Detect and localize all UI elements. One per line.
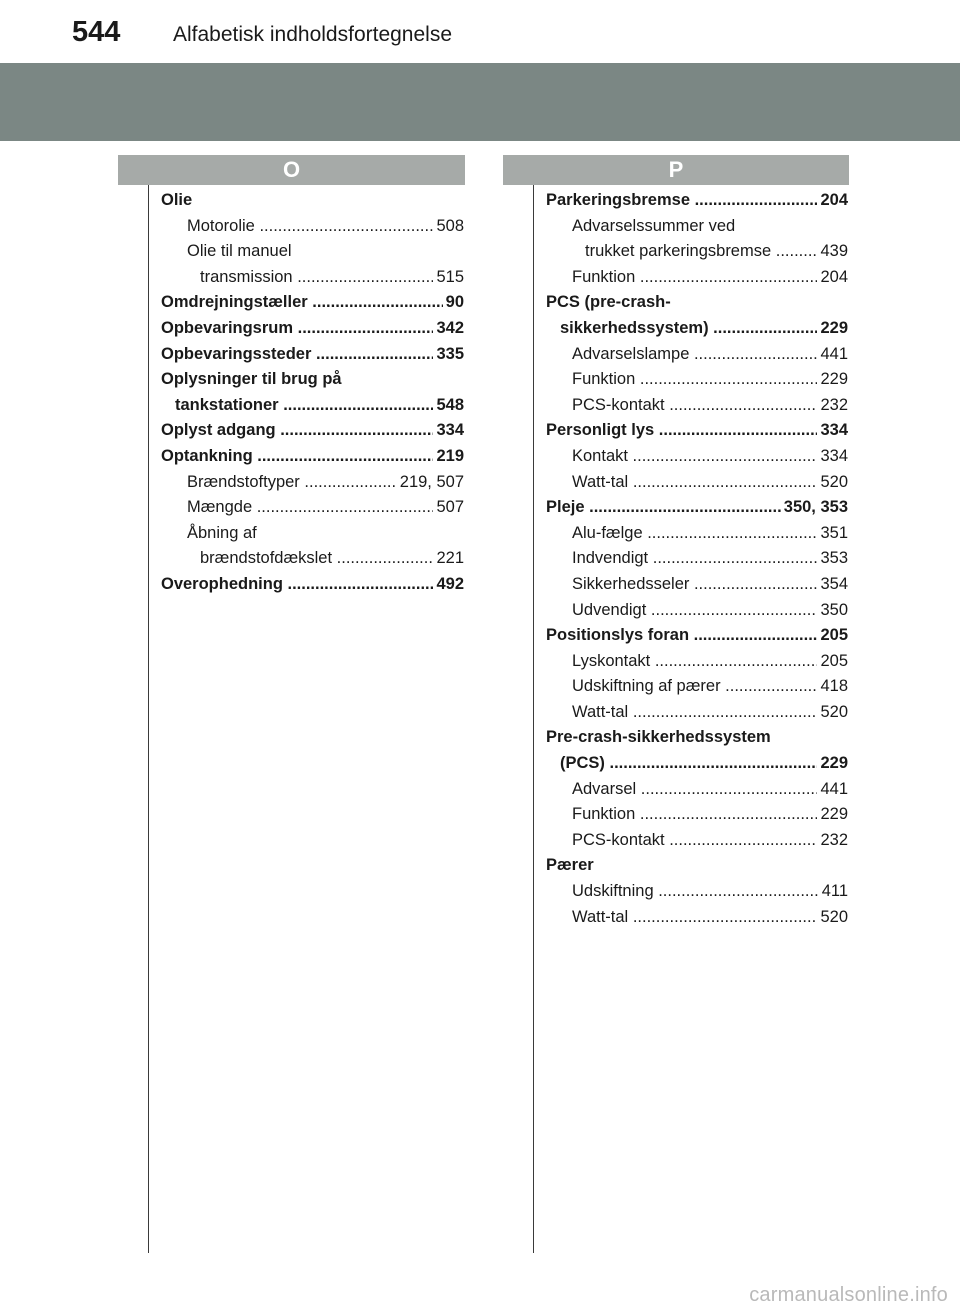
page-ref: 334 [817,418,848,444]
index-entry: Mængde 507 ..... [161,495,464,521]
page-ref: 515 [433,265,464,291]
page-ref: 221 [433,546,464,572]
page-ref: 334 [817,444,848,470]
page-ref: 411 [819,879,848,905]
page-ref: 229 [817,751,848,777]
index-entry: Advarsel 441 ..... [546,777,848,803]
page-ref: 520 [817,905,848,931]
index-entry: Olie [161,191,193,209]
page-number: 544 [72,16,121,48]
index-entry: Watt-tal 520 ..... [546,700,848,726]
page-ref: 205 [817,649,848,675]
index-entry: Udskiftning 411 ..... [546,879,848,905]
page-ref: 353 [817,546,848,572]
page-ref: 418 [817,674,848,700]
index-entry: Personligt lys 334 ..... [546,418,848,444]
footer-watermark: carmanualsonline.info [749,1284,948,1306]
page-ref: 548 [433,393,464,419]
page-ref: 350, 353 [781,495,848,521]
page-ref: 204 [817,188,848,214]
page-ref: 232 [817,393,848,419]
index-entry: Positionslys foran 205 ..... [546,623,848,649]
index-entry: Olie til manuel [187,242,292,261]
page-ref: 520 [817,470,848,496]
index-entry: PCS (pre-crash- [546,293,671,312]
index-entry: Kontakt 334 ..... [546,444,848,470]
index-entry: Sikkerhedsseler 354 ..... [546,572,848,598]
index-entry: brændstofdækslet 221 ..... [161,546,464,572]
index-entry: tankstationer 548 ..... [161,393,464,419]
page-ref: 439 [817,239,848,265]
page-ref: 354 [817,572,848,598]
page-ref: 441 [817,342,848,368]
section-letter-p: P [503,155,849,185]
index-entry: Åbning af [187,523,257,542]
index-entry: Omdrejningstæller 90 ..... [161,290,464,316]
index-entry: Udvendigt 350 ..... [546,598,848,624]
index-entry: Advarselssummer ved [572,216,736,235]
index-entry: Watt-tal 520 ..... [546,470,848,496]
index-entry: Alu-fælge 351 ..... [546,521,848,547]
index-entry: Funktion 229 ..... [546,367,848,393]
page-ref: 492 [433,572,464,598]
page-ref: 205 [817,623,848,649]
page-ref: 334 [433,418,464,444]
page-ref: 508 [433,214,464,240]
index-entry: Advarselslampe 441 ..... [546,342,848,368]
index-entry: Opbevaringsrum 342 ..... [161,316,464,342]
index-entry: Opbevaringssteder 335 ..... [161,342,464,368]
index-entry: sikkerhedssystem) 229 ..... [546,316,848,342]
index-entry: Watt-tal 520 ..... [546,905,848,931]
index-entry: Pleje 350, 353 ..... [546,495,848,521]
page-ref: 219 [433,444,464,470]
index-entry: Lyskontakt 205 ..... [546,649,848,675]
page-ref: 335 [433,342,464,368]
index-column-o [161,188,464,598]
index-entry: PCS-kontakt 232 ..... [546,393,848,419]
column-divider-p [533,185,534,1253]
page-ref: 441 [817,777,848,803]
page-title: Alfabetisk indholdsfortegnelse [173,23,453,46]
index-entry: (PCS) 229 ..... [546,751,848,777]
page-ref: 520 [817,700,848,726]
page-ref: 229 [817,367,848,393]
page-ref: 204 [817,265,848,291]
page-ref: 229 [817,316,848,342]
index-entry: Oplyst adgang 334 ..... [161,418,464,444]
index-entry: Optankning 219 ..... [161,444,464,470]
page-ref: 219, 507 [397,470,464,496]
index-entry: Udskiftning af pærer 418 ..... [546,674,848,700]
index-entry: PCS-kontakt 232 ..... [546,828,848,854]
index-entry: Overophedning 492 ..... [161,572,464,598]
page-ref: 90 [443,290,464,316]
page-ref: 229 [817,802,848,828]
index-entry: Oplysninger til brug på [161,370,342,389]
index-entry: Funktion 229 ..... [546,802,848,828]
page-ref: 342 [433,316,464,342]
index-entry: Brændstoftyper 219, 507 ..... [161,470,464,496]
index-entry: trukket parkeringsbremse 439 ..... [546,239,848,265]
index-entry: transmission 515 ..... [161,265,464,291]
page-ref: 507 [433,495,464,521]
section-letter-o: O [118,155,465,185]
index-column-p [546,188,848,930]
page-ref: 351 [817,521,848,547]
page-ref: 232 [817,828,848,854]
header-banner [0,63,960,141]
index-entry: Pærer [546,856,594,875]
column-divider-o [148,185,149,1253]
index-entry: Parkeringsbremse 204 ..... [546,188,848,214]
index-entry: Pre-crash-sikkerhedssystem [546,728,771,747]
index-entry: Indvendigt 353 ..... [546,546,848,572]
page-ref: 350 [817,598,848,624]
index-entry: Funktion 204 ..... [546,265,848,291]
index-entry: Motorolie 508 ..... [161,214,464,240]
